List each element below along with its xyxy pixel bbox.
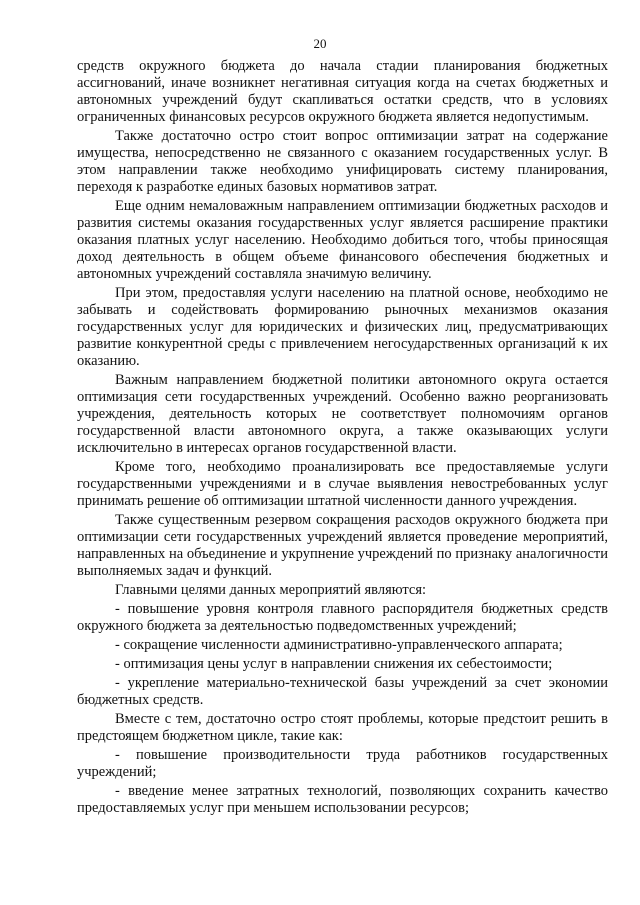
- paragraph: Главными целями данных мероприятий являются:: [115, 582, 427, 598]
- page-number: 20: [313, 36, 327, 51]
- list-item: - укрепление материально-технической базы учреждений за счет экономии бюджетных средств.: [77, 675, 608, 708]
- paragraph: Кроме того, необходимо проанализировать все предоставляемые услуги государственными учреждениями и в случае выявления невостребованных услуг принимать решение об оптимизации штатной численности данного учреждения.: [77, 459, 608, 509]
- paragraph: Важным направлением бюджетной политики автономного округа остается оптимизация сети государственных учреждений. Особенно важно реорганизовать учреждения, деятельность которых не соответствует полномочиям органов государственной власти автономного округа, а также оказывающих услуги исключительно в интересах органов государственной власти.: [77, 372, 608, 456]
- paragraph: средств окружного бюджета до начала стадии планирования бюджетных ассигнований, иначе возникнет негативная ситуация когда на счетах бюджетных и автономных учреждений будут скапливаться остатки средств, что в условиях ограниченных финансовых ресурсов окружного бюджета является недопустимым.: [77, 58, 608, 125]
- paragraph: Еще одним немаловажным направлением оптимизации бюджетных расходов и развития системы оказания государственных услуг является расширение практики оказания платных услуг населению. Необходимо добиться того, чтобы приносящая доход деятельность в общем объеме финансового обеспечения бюджетных и автономных учреждений составляла значимую величину.: [77, 198, 608, 282]
- paragraph: Вместе с тем, достаточно остро стоят проблемы, которые предстоит решить в предстоящем бюджетном цикле, такие как:: [77, 711, 608, 744]
- list-item: - повышение производительности труда работников государственных учреждений;: [77, 747, 608, 780]
- list-item: - сокращение численности административно-управленческого аппарата;: [115, 637, 563, 653]
- list-item: - введение менее затратных технологий, позволяющих сохранить качество предоставляемых услуг при меньшем использовании ресурсов;: [77, 783, 608, 816]
- paragraph: Также существенным резервом сокращения расходов окружного бюджета при оптимизации сети государственных учреждений является проведение мероприятий, направленных на объединение и укрупнение учреждений по признаку аналогичности выполняемых задач и функций.: [77, 512, 608, 579]
- list-item: - повышение уровня контроля главного распорядителя бюджетных средств окружного бюджета за деятельностью подведомственных учреждений;: [77, 601, 608, 634]
- paragraph: При этом, предоставляя услуги населению на платной основе, необходимо не забывать и содействовать формированию рыночных механизмов оказания государственных услуг для юридических и физических лиц, предусматривающих развитие конкурентной среды с привлечением негосударственных организаций к их оказанию.: [77, 285, 608, 369]
- list-item: - оптимизация цены услуг в направлении снижения их себестоимости;: [115, 656, 553, 672]
- paragraph: Также достаточно остро стоит вопрос оптимизации затрат на содержание имущества, непосредственно не связанного с оказанием государственных услуг. В этом направлении также необходимо унифицировать систему планирования, переходя к разработке единых базовых нормативов затрат.: [77, 128, 608, 195]
- body-text: [77, 58, 608, 819]
